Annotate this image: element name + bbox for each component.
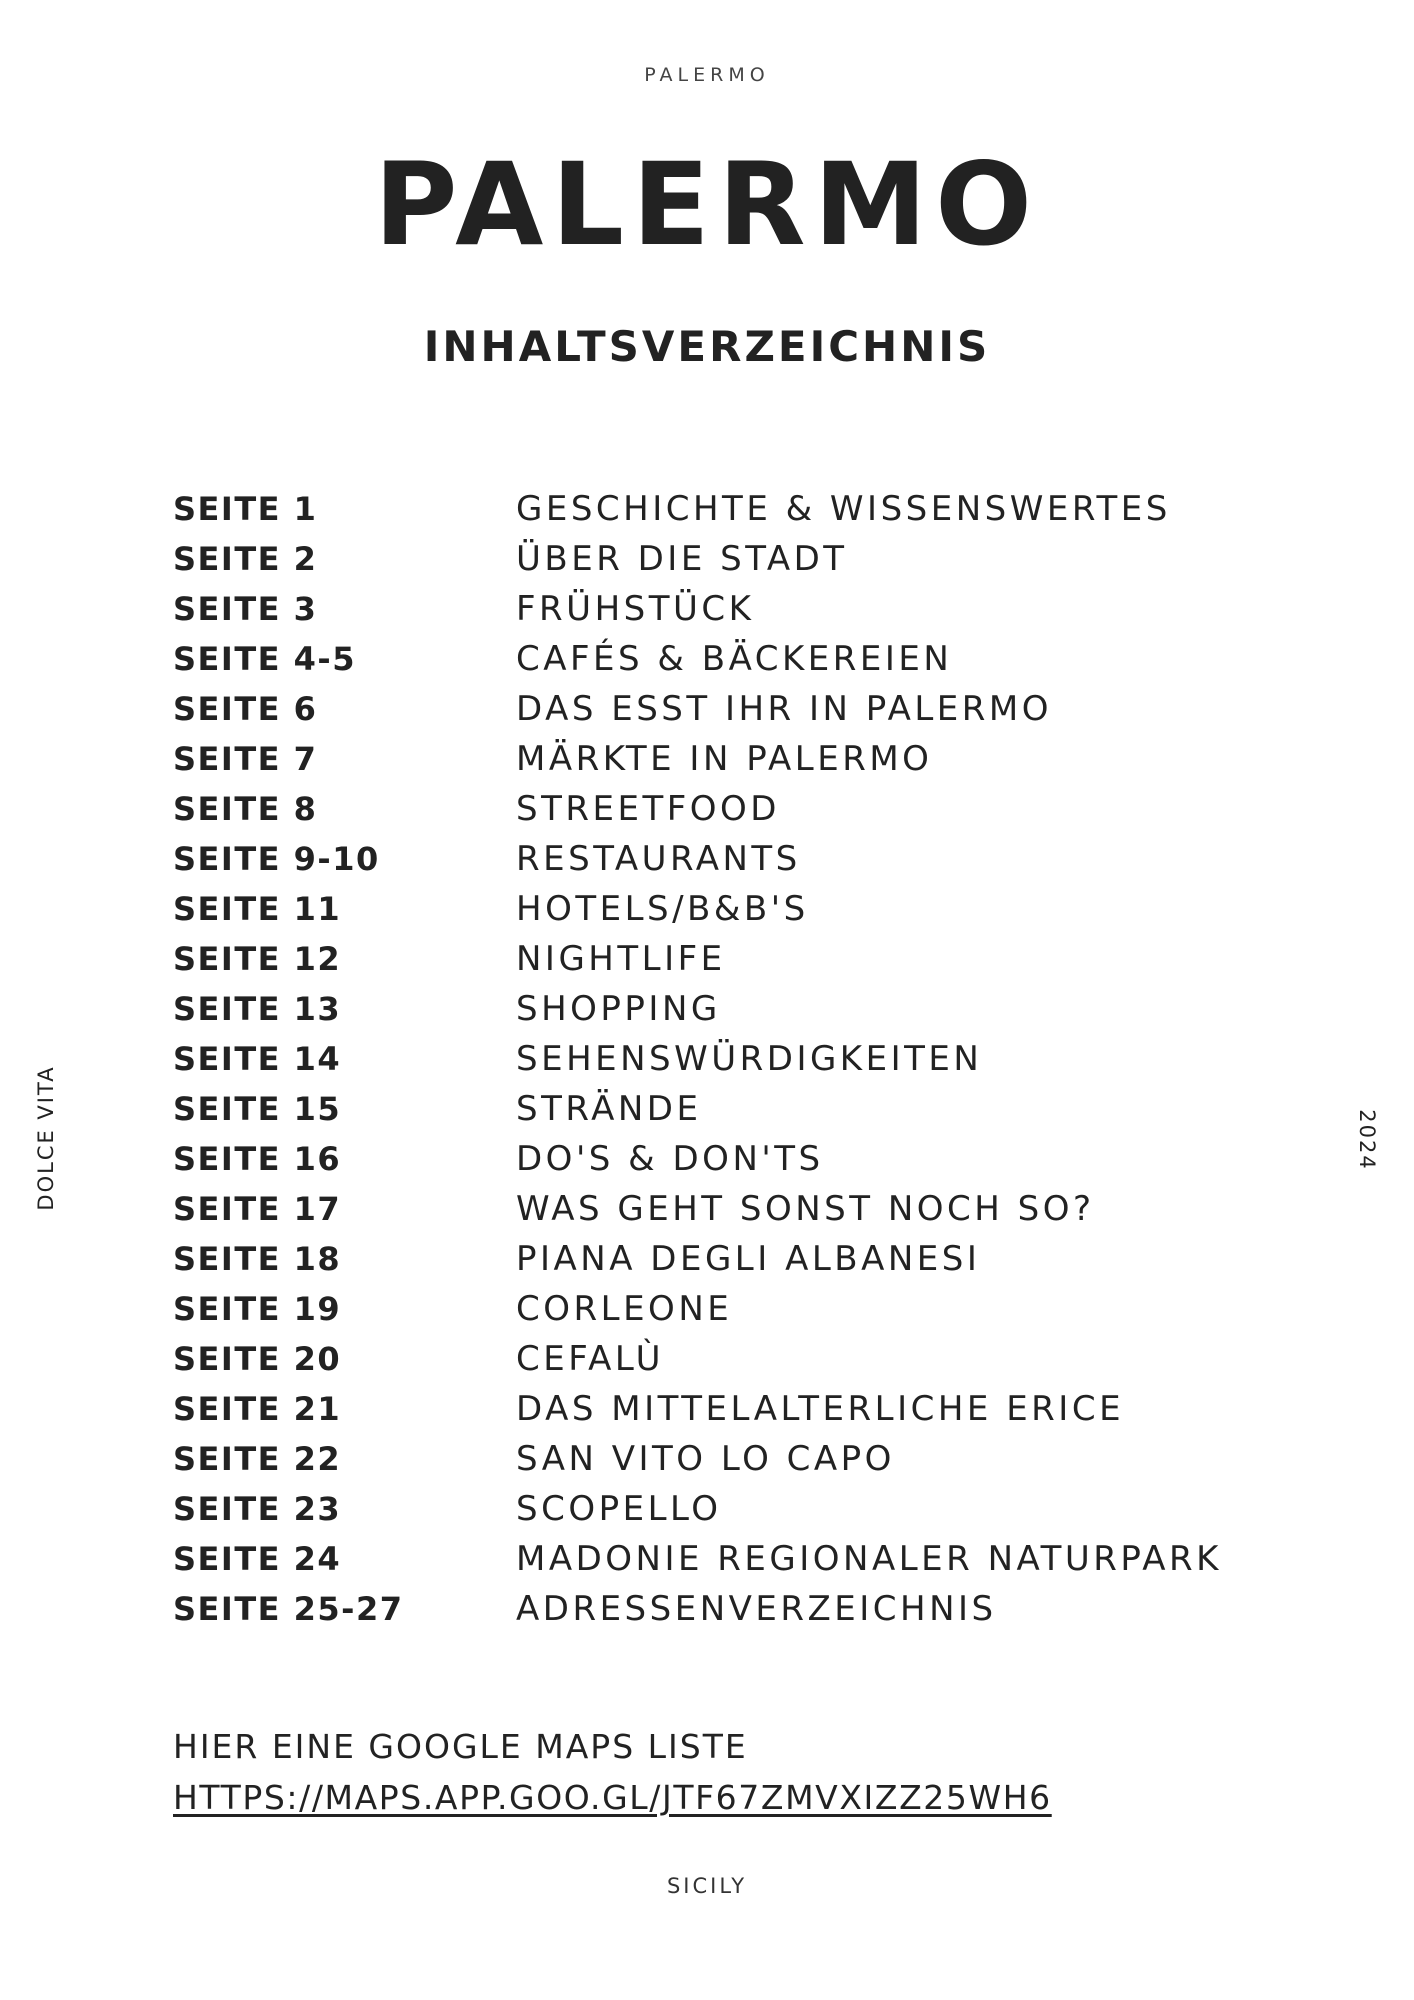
- page-subtitle: INHALTSVERZEICHNIS: [423, 322, 991, 371]
- toc-topic: MADONIE REGIONALER NATURPARK: [516, 1539, 1222, 1579]
- footer-label: SICILY: [666, 1874, 748, 1898]
- toc-page-number: SEITE 11: [173, 890, 342, 928]
- toc-row: [173, 1084, 1273, 1134]
- toc-topic: CEFALÙ: [516, 1339, 665, 1379]
- toc-row: [173, 1434, 1273, 1484]
- toc-topic: MÄRKTE IN PALERMO: [516, 739, 933, 779]
- toc-topic: DAS ESST IHR IN PALERMO: [516, 689, 1052, 729]
- toc-topic: HOTELS/B&B'S: [516, 889, 809, 929]
- toc-page-number: SEITE 7: [173, 740, 318, 778]
- side-label-right: 2024: [1355, 1109, 1379, 1171]
- toc-topic: SCOPELLO: [516, 1489, 722, 1529]
- toc-row: [173, 634, 1273, 684]
- toc-row: [173, 1034, 1273, 1084]
- toc-row: [173, 884, 1273, 934]
- toc-topic: SEHENSWÜRDIGKEITEN: [516, 1039, 983, 1079]
- toc-topic: DAS MITTELALTERLICHE ERICE: [516, 1389, 1125, 1429]
- toc-row: [173, 734, 1273, 784]
- toc-page-number: SEITE 6: [173, 690, 318, 728]
- toc-topic: GESCHICHTE & WISSENSWERTES: [516, 489, 1171, 529]
- toc-row: [173, 1534, 1273, 1584]
- toc-page-number: SEITE 3: [173, 590, 318, 628]
- toc-topic: CAFÉS & BÄCKEREIEN: [516, 639, 953, 679]
- toc-page-number: SEITE 4-5: [173, 640, 356, 678]
- side-label-left: DOLCE VITA: [34, 1065, 58, 1211]
- toc-row: [173, 834, 1273, 884]
- toc-page-number: SEITE 15: [173, 1090, 342, 1128]
- toc-topic: STREETFOOD: [516, 789, 780, 829]
- toc-page-number: SEITE 16: [173, 1140, 342, 1178]
- toc-page-number: SEITE 2: [173, 540, 318, 578]
- toc-topic: WAS GEHT SONST NOCH SO?: [516, 1189, 1095, 1229]
- toc-row: [173, 584, 1273, 634]
- toc-row: [173, 1334, 1273, 1384]
- toc-page-number: SEITE 9-10: [173, 840, 380, 878]
- page-title: PALERMO: [374, 138, 1040, 271]
- toc-row: [173, 1134, 1273, 1184]
- toc-topic: SAN VITO LO CAPO: [516, 1439, 895, 1479]
- toc-page-number: SEITE 1: [173, 490, 318, 528]
- toc-topic: SHOPPING: [516, 989, 721, 1029]
- google-maps-link[interactable]: HTTPS://MAPS.APP.GOO.GL/JTF67ZMVXIZZ25WH6: [173, 1778, 1052, 1817]
- toc-page-number: SEITE 25-27: [173, 1590, 404, 1628]
- toc-page-number: SEITE 20: [173, 1340, 342, 1378]
- toc-topic: NIGHTLIFE: [516, 939, 726, 979]
- toc-row: [173, 684, 1273, 734]
- toc-page-number: SEITE 22: [173, 1440, 342, 1478]
- toc-page-number: SEITE 21: [173, 1390, 342, 1428]
- toc-row: [173, 1234, 1273, 1284]
- header-top-label: PALERMO: [644, 64, 770, 86]
- toc-page-number: SEITE 23: [173, 1490, 342, 1528]
- toc-page-number: SEITE 19: [173, 1290, 342, 1328]
- toc-row: [173, 484, 1273, 534]
- toc-page-number: SEITE 18: [173, 1240, 342, 1278]
- toc-topic: PIANA DEGLI ALBANESI: [516, 1239, 981, 1279]
- toc-page-number: SEITE 13: [173, 990, 342, 1028]
- toc-row: [173, 1284, 1273, 1334]
- toc-page-number: SEITE 24: [173, 1540, 342, 1578]
- toc-topic: FRÜHSTÜCK: [516, 589, 755, 629]
- toc-topic: ÜBER DIE STADT: [516, 539, 848, 579]
- toc-row: [173, 934, 1273, 984]
- toc-row: [173, 1484, 1273, 1534]
- toc-row: [173, 984, 1273, 1034]
- toc-page-number: SEITE 12: [173, 940, 342, 978]
- toc-page-number: SEITE 17: [173, 1190, 342, 1228]
- toc-topic: RESTAURANTS: [516, 839, 801, 879]
- toc-row: [173, 534, 1273, 584]
- toc-topic: STRÄNDE: [516, 1089, 702, 1129]
- toc-page-number: SEITE 8: [173, 790, 318, 828]
- toc-topic: CORLEONE: [516, 1289, 733, 1329]
- toc-topic: DO'S & DON'TS: [516, 1139, 824, 1179]
- toc-row: [173, 784, 1273, 834]
- toc-row: [173, 1184, 1273, 1234]
- table-of-contents: [173, 484, 1273, 1634]
- google-maps-label: HIER EINE GOOGLE MAPS LISTE: [173, 1727, 748, 1766]
- toc-page-number: SEITE 14: [173, 1040, 342, 1078]
- toc-topic: ADRESSENVERZEICHNIS: [516, 1589, 997, 1629]
- toc-row: [173, 1384, 1273, 1434]
- toc-row: [173, 1584, 1273, 1634]
